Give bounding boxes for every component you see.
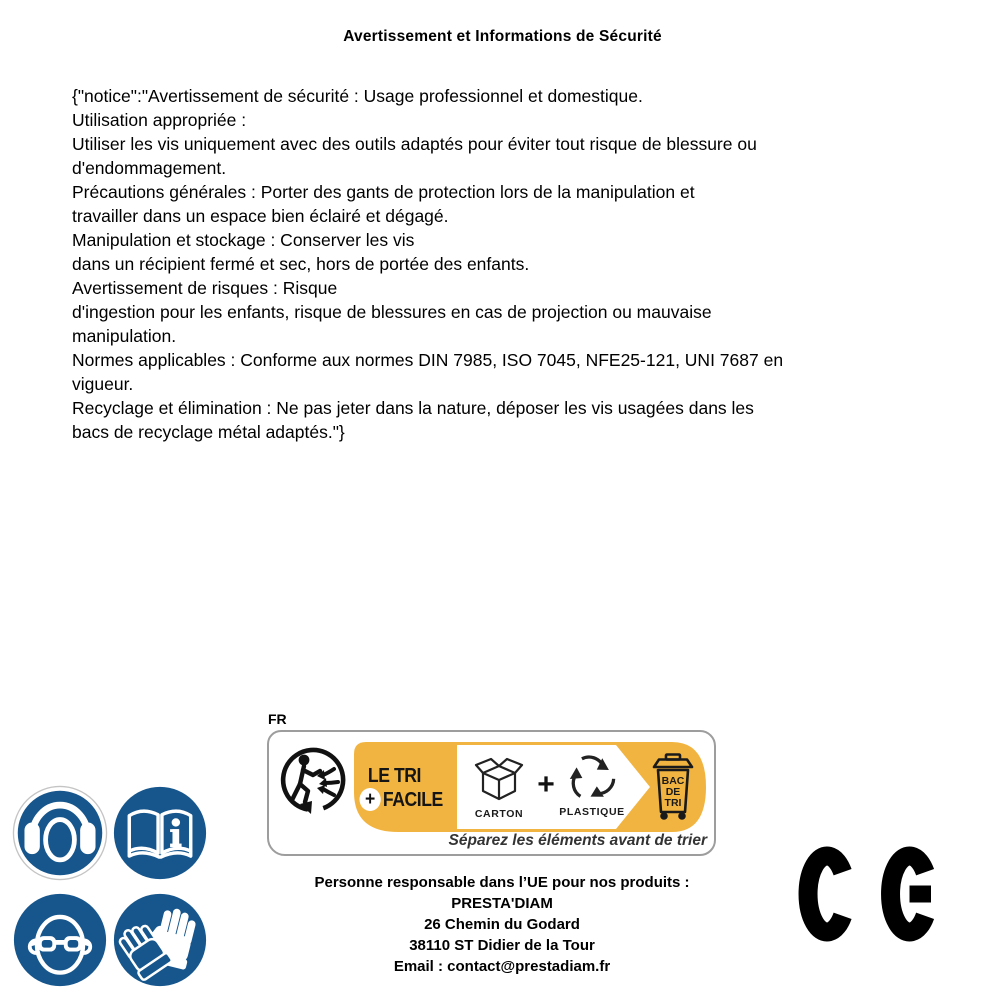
notice-line: Utilisation appropriée : <box>72 110 247 130</box>
ce-marking-icon <box>798 846 938 942</box>
plastique-material <box>550 752 634 818</box>
read-manual-icon <box>112 785 208 881</box>
bin-text-line3: TRI <box>664 797 682 809</box>
address-line: 26 Chemin du Godard <box>424 916 580 933</box>
bin-text-line2: DE <box>665 786 681 798</box>
notice-line: manipulation. <box>72 326 177 346</box>
notice-line: dans un récipient fermé et sec, hors de portée des enfants. <box>72 254 530 274</box>
notice-line: d'endommagement. <box>72 158 227 178</box>
mandatory-safety-pictograms <box>12 785 210 990</box>
triman-tagline: Séparez les éléments avant de trier <box>448 832 707 849</box>
notice-line: travailler dans un espace bien éclairé et dégagé. <box>72 206 449 226</box>
bac-de-tri-bin-icon <box>651 753 695 821</box>
headline-line2: FACILE <box>382 788 443 811</box>
eye-protection-icon <box>12 892 108 988</box>
protective-gloves-icon <box>112 892 208 988</box>
triman-recycling-label <box>267 730 716 856</box>
address-line: Personne responsable dans l’UE pour nos produits : <box>314 874 690 891</box>
address-line: PRESTA'DIAM <box>451 895 553 912</box>
carton-material <box>457 752 541 820</box>
notice-line: Utiliser les vis uniquement avec des outils adaptés pour éviter tout risque de blessure ou <box>72 134 757 154</box>
tri-facile-headline <box>360 765 443 811</box>
notice-line: bacs de recyclage métal adaptés."} <box>72 422 345 442</box>
triman-banner <box>354 742 706 832</box>
address-line: 38110 ST Didier de la Tour <box>409 937 595 954</box>
carton-label: CARTON <box>474 808 524 820</box>
notice-line: {"notice":"Avertissement de sécurité : Usage professionnel et domestique. <box>72 86 643 106</box>
notice-line: Avertissement de risques : Risque <box>72 278 338 298</box>
notice-line: Manipulation et stockage : Conserver les vis <box>72 230 415 250</box>
notice-line: Normes applicables : Conforme aux normes DIN 7985, ISO 7045, NFE25-121, UNI 7687 en <box>72 350 784 370</box>
notice-line: d'ingestion pour les enfants, risque de blessures en cas de projection ou mauvaise <box>72 302 712 322</box>
page-title: Avertissement et Informations de Sécurité <box>343 28 662 45</box>
notice-line: Recyclage et élimination : Ne pas jeter dans la nature, déposer les vis usagées dans les <box>72 398 754 418</box>
ear-protection-icon <box>12 785 108 881</box>
plus-circle-icon: + <box>359 788 380 811</box>
responsible-address <box>252 872 752 977</box>
carton-box-icon <box>471 752 527 806</box>
bin-text-line1: BAC <box>661 775 685 787</box>
address-line: Email : contact@prestadiam.fr <box>393 958 611 975</box>
plastique-label: PLASTIQUE <box>559 806 625 818</box>
headline-line1: LE TRI <box>367 765 422 787</box>
triman-icon <box>277 744 349 816</box>
notice-line: vigueur. <box>72 374 134 394</box>
notice-line: Précautions générales : Porter des gants de protection lors de la manipulation et <box>72 182 695 202</box>
safety-notice-text <box>72 84 932 444</box>
triman-country-label: FR <box>268 711 287 727</box>
materials-plus-sign: + <box>537 768 555 801</box>
recycling-arrows-icon <box>565 752 619 804</box>
